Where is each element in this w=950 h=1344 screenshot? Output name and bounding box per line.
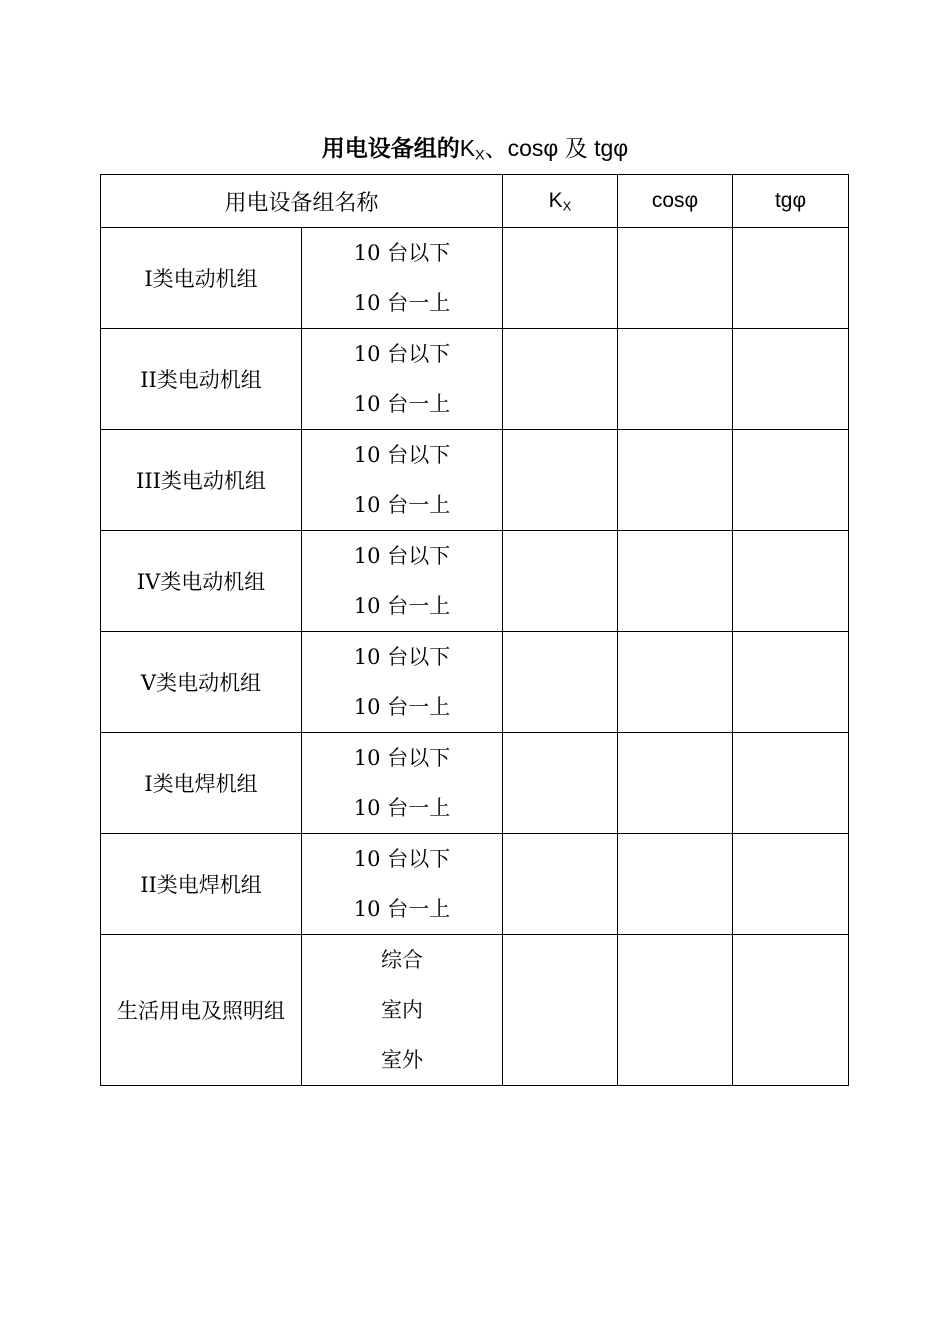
sub-item: 10 台一上 [353, 493, 451, 517]
title-cn: 用电设备组的 [321, 135, 460, 162]
kx-value-cell [503, 430, 618, 531]
sub-item: 10 台以下 [353, 645, 451, 669]
table-row [101, 531, 849, 632]
title-k: $K_X$ [459, 135, 485, 164]
header-name: 用电设备组名称 [101, 175, 503, 228]
sub-item: 10 台以下 [353, 241, 451, 265]
table-row [101, 228, 849, 329]
group-name-cell: IV类电动机组 [101, 531, 302, 632]
kx-value-cell [503, 733, 618, 834]
sub-items-cell [302, 430, 503, 531]
table-row [101, 329, 849, 430]
group-name-cell: II类电动机组 [101, 329, 302, 430]
sub-item: 10 台一上 [353, 796, 451, 820]
sub-items-cell [302, 632, 503, 733]
cos-value-cell [618, 531, 733, 632]
header-cos: cosφ [618, 175, 733, 228]
table-row [101, 834, 849, 935]
document-title [0, 131, 950, 173]
kx-value-cell [503, 228, 618, 329]
sub-item: 室外 [381, 1048, 423, 1072]
table-row [101, 733, 849, 834]
kx-value-cell [503, 329, 618, 430]
sub-item: 室内 [381, 998, 423, 1022]
tg-value-cell [733, 430, 849, 531]
group-name-cell: III类电动机组 [101, 430, 302, 531]
table-row [101, 430, 849, 531]
cos-value-cell [618, 834, 733, 935]
tg-value-cell [733, 632, 849, 733]
group-name-cell: 生活用电及照明组 [101, 935, 302, 1086]
header-kx: $K_X$ [503, 175, 618, 228]
group-name-cell: II类电焊机组 [101, 834, 302, 935]
sub-items-cell [302, 935, 503, 1086]
sub-item: 综合 [381, 948, 423, 972]
sub-item: 10 台以下 [353, 443, 451, 467]
sub-items-cell [302, 733, 503, 834]
table-header-row [101, 175, 849, 228]
tg-value-cell [733, 733, 849, 834]
sub-item: 10 台以下 [353, 746, 451, 770]
sub-item: 10 台一上 [353, 897, 451, 921]
kx-value-cell [503, 834, 618, 935]
cos-value-cell [618, 935, 733, 1086]
group-name-cell: I类电动机组 [101, 228, 302, 329]
kx-value-cell [503, 935, 618, 1086]
sub-item: 10 台以下 [353, 342, 451, 366]
sub-item: 10 台一上 [353, 594, 451, 618]
tg-value-cell [733, 329, 849, 430]
sub-item: 10 台一上 [353, 392, 451, 416]
cos-value-cell [618, 733, 733, 834]
sub-item: 10 台一上 [353, 291, 451, 315]
tg-value-cell [733, 228, 849, 329]
tg-value-cell [733, 935, 849, 1086]
cos-value-cell [618, 632, 733, 733]
tg-value-cell [733, 834, 849, 935]
table-row [101, 632, 849, 733]
tg-value-cell [733, 531, 849, 632]
sub-items-cell [302, 329, 503, 430]
cos-value-cell [618, 329, 733, 430]
sub-item: 10 台以下 [353, 544, 451, 568]
kx-value-cell [503, 632, 618, 733]
table-row [101, 935, 849, 1086]
header-tg: tgφ [733, 175, 849, 228]
group-name-cell: I类电焊机组 [101, 733, 302, 834]
cos-value-cell [618, 228, 733, 329]
cos-value-cell [618, 430, 733, 531]
group-name-cell: V类电动机组 [101, 632, 302, 733]
kx-value-cell [503, 531, 618, 632]
title-rest: 、cosφ 及 tgφ [484, 135, 629, 161]
sub-items-cell [302, 228, 503, 329]
table-body [101, 228, 849, 1086]
sub-item: 10 台以下 [353, 847, 451, 871]
sub-item: 10 台一上 [353, 695, 451, 719]
sub-items-cell [302, 531, 503, 632]
coefficient-table [100, 174, 849, 1086]
sub-items-cell [302, 834, 503, 935]
